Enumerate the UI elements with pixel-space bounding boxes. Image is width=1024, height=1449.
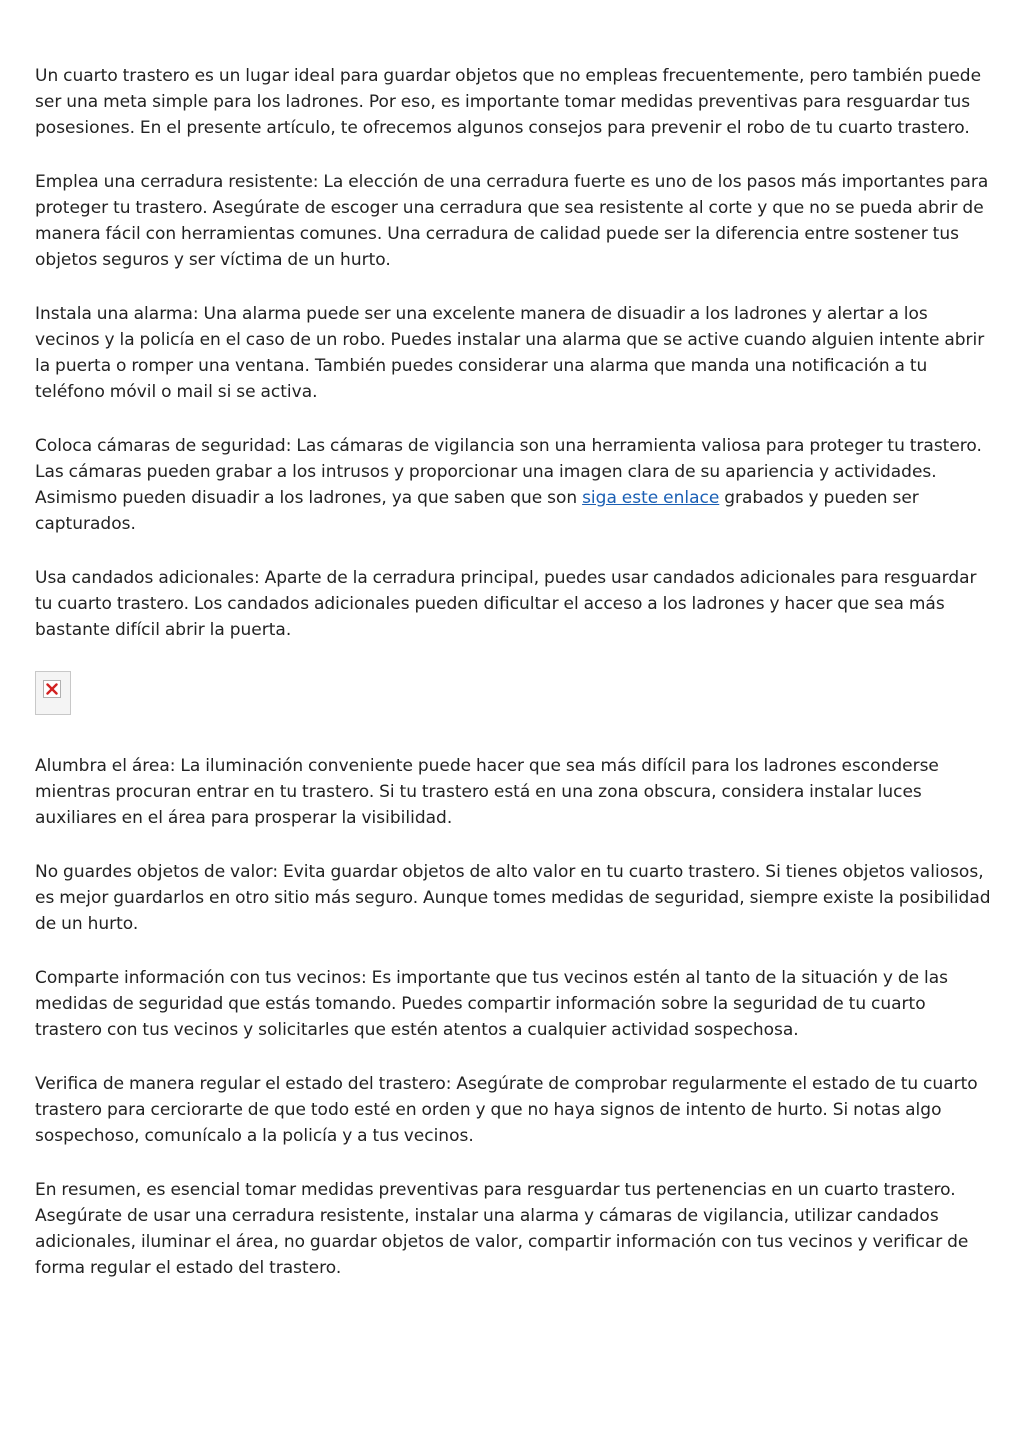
- paragraph-lighting: Alumbra el área: La iluminación conveniente puede hacer que sea más difícil para los ladrones esconderse mientras procuran entrar en tu trastero. Si tu trastero está en una zona obscura, considera instalar luces auxiliares en el área para prosperar la visibilidad.: [35, 756, 939, 828]
- broken-image-icon: [35, 671, 71, 715]
- paragraph-summary: En resumen, es esencial tomar medidas preventivas para resguardar tus pertenencias en un cuarto trastero. Asegúrate de usar una cerradura resistente, instalar una alarma y cámaras de vigilancia, utilizar candados adicionales, iluminar el área, no guardar objetos de valor, compartir información con tus vecinos y verificar de forma regular el estado del trastero.: [35, 1180, 969, 1278]
- paragraph-verify: Verifica de manera regular el estado del trastero: Asegúrate de comprobar regularmente el estado de tu cuarto trastero para cerciorarte de que todo esté en orden y que no haya signos de intento de hurto. Si notas algo sospechoso, comunícalo a la policía y a tus vecinos.: [35, 1074, 978, 1146]
- paragraph-cameras: [35, 433, 993, 537]
- paragraph-lock: Emplea una cerradura resistente: La elección de una cerradura fuerte es uno de los pasos más importantes para proteger tu trastero. Asegúrate de escoger una cerradura que sea resistente al corte y que no se pueda abrir de manera fácil con herramientas comunes. Una cerradura de calidad puede ser la diferencia entre sostener tus objetos seguros y ser víctima de un hurto.: [35, 172, 989, 270]
- paragraph-cameras-text-after: grabados y pueden ser capturados.: [35, 488, 919, 534]
- article-body: [35, 63, 993, 1309]
- paragraph-intro: Un cuarto trastero es un lugar ideal para guardar objetos que no empleas frecuentemente, pero también puede ser una meta simple para los ladrones. Por eso, es importante tomar medidas preventivas para resguardar tus posesiones. En el presente artículo, te ofrecemos algunos consejos para prevenir el robo de tu cuarto trastero.: [35, 66, 982, 138]
- broken-image-frame: [43, 680, 61, 698]
- paragraph-neighbors: Comparte información con tus vecinos: Es importante que tus vecinos estén al tanto de la situación y de las medidas de seguridad que estás tomando. Puedes compartir información sobre la seguridad de tu cuarto trastero con tus vecinos y solicitarles que estén atentos a cualquier actividad sospechosa.: [35, 968, 949, 1040]
- follow-link[interactable]: siga este enlace: [582, 488, 720, 508]
- paragraph-alarm: Instala una alarma: Una alarma puede ser una excelente manera de disuadir a los ladrones y alertar a los vecinos y la policía en el caso de un robo. Puedes instalar una alarma que se active cuando alguien intente abrir la puerta o romper una ventana. También puedes considerar una alarma que manda una notificación a tu teléfono móvil o mail si se activa.: [35, 304, 985, 402]
- close-x-icon: [46, 683, 58, 695]
- paragraph-padlocks: Usa candados adicionales: Aparte de la cerradura principal, puedes usar candados adicionales para resguardar tu cuarto trastero. Los candados adicionales pueden dificultar el acceso a los ladrones y hacer que sea más bastante difícil abrir la puerta.: [35, 568, 977, 640]
- paragraph-valuables: No guardes objetos de valor: Evita guardar objetos de alto valor en tu cuarto trastero. Si tienes objetos valiosos, es mejor guardarlos en otro sitio más seguro. Aunque tomes medidas de seguridad, siempre existe la posibilidad de un hurto.: [35, 862, 991, 934]
- paragraph-cameras-text-before: Coloca cámaras de seguridad: Las cámaras de vigilancia son una herramienta valiosa para proteger tu trastero. Las cámaras pueden grabar a los intrusos y proporcionar una imagen clara de su apariencia y actividades. Asimismo pueden disuadir a los ladrones, ya que saben que son: [35, 436, 982, 508]
